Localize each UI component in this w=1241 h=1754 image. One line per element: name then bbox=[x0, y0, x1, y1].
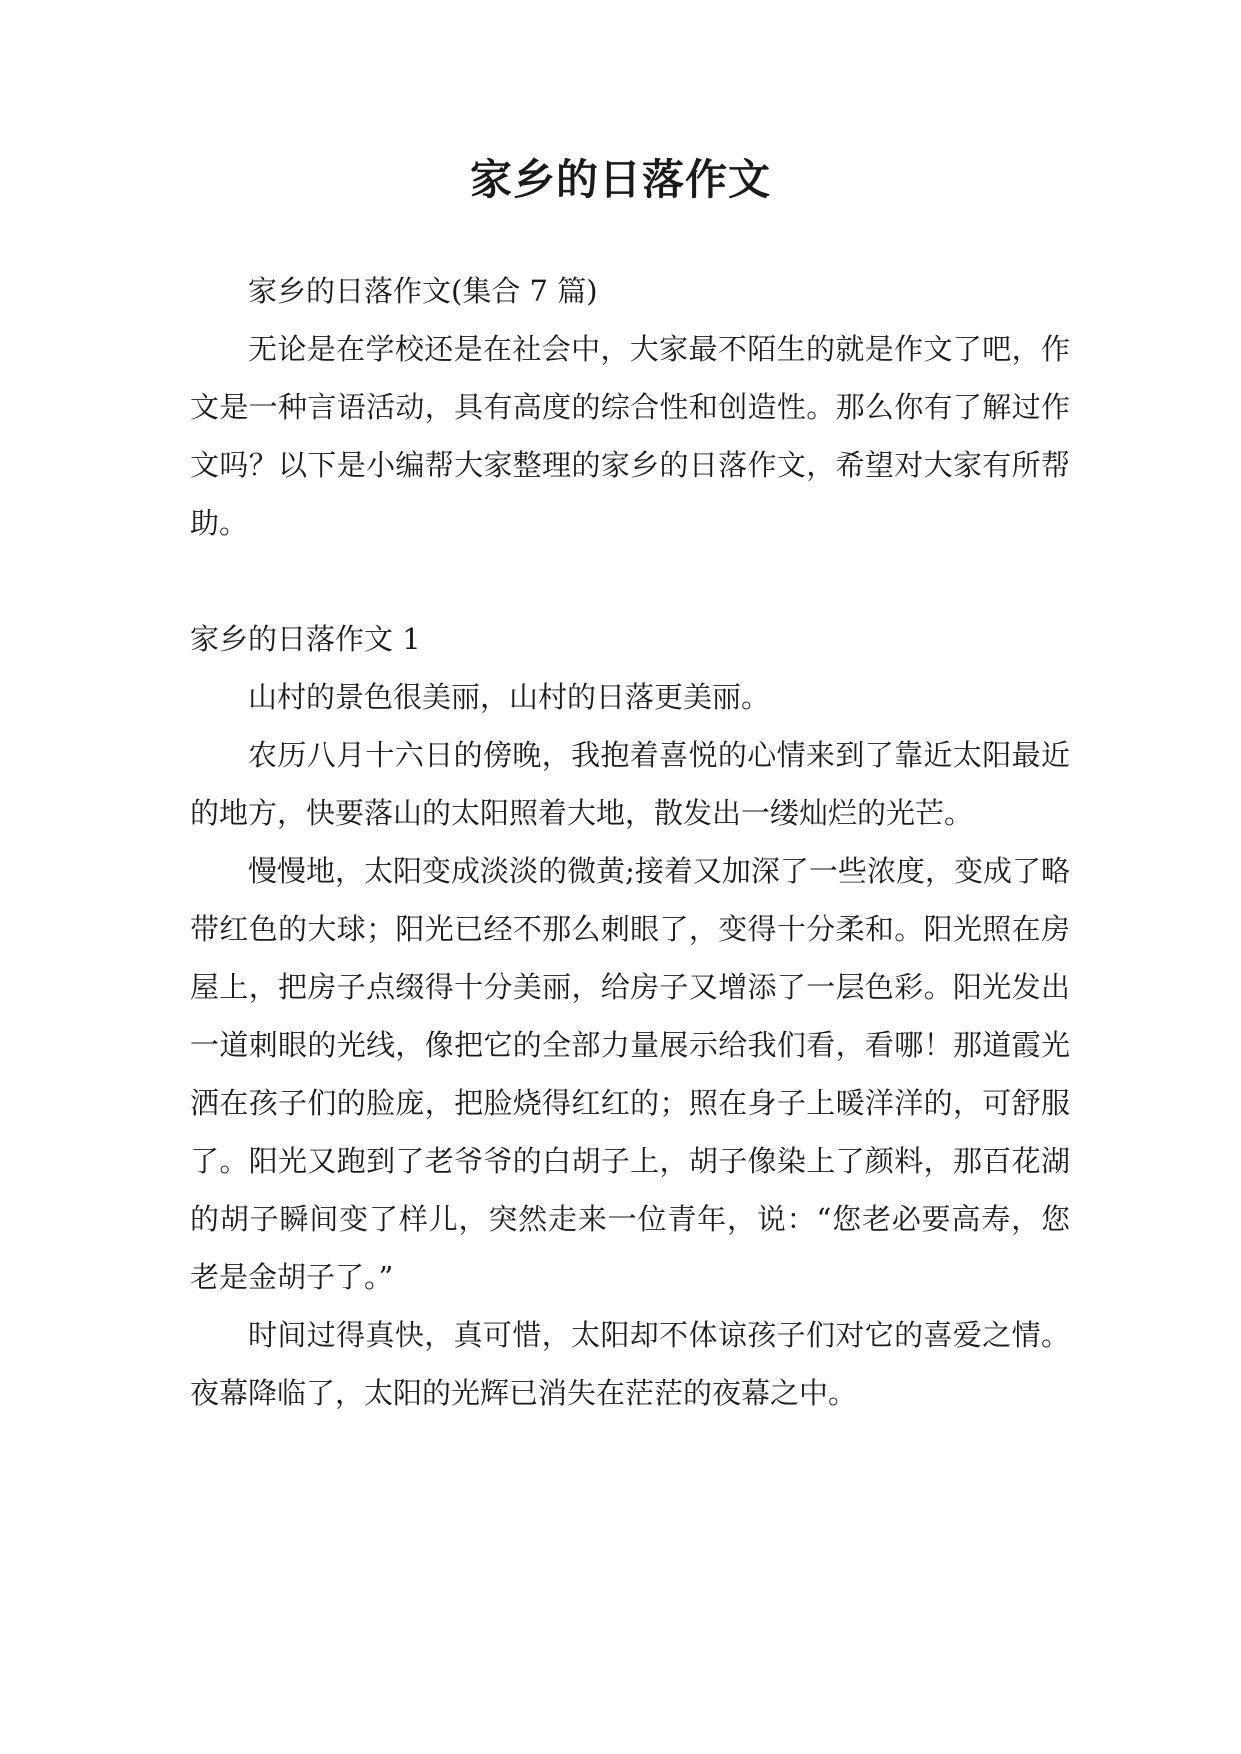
section-gap bbox=[190, 552, 1070, 610]
paragraph: 农历八月十六日的傍晚，我抱着喜悦的心情来到了靠近太阳最近的地方，快要落山的太阳照着大地，散发出一缕灿烂的光芒。 bbox=[190, 738, 1070, 830]
intro-paragraph: 无论是在学校还是在社会中，大家最不陌生的就是作文了吧，作文是一种言语活动，具有高度的综合性和创造性。那么你有了解过作文吗？以下是小编帮大家整理的家乡的日落作文，希望对大家有所帮助。 bbox=[190, 332, 1070, 540]
paragraph: 慢慢地，太阳变成淡淡的微黄;接着又加深了一些浓度，变成了略带红色的大球；阳光已经不那么刺眼了，变得十分柔和。阳光照在房屋上，把房子点缀得十分美丽，给房子又增添了一层色彩。阳光发出一道刺眼的光线，像把它的全部力量展示给我们看，看哪！那道霞光洒在孩子们的脸庞，把脸烧得红红的；照在身子上暖洋洋的，可舒服了。阳光又跑到了老爷爷的白胡子上，胡子像染上了颜料，那百花湖的胡子瞬间变了样儿，突然走来一位青年，说：“您老必要高寿，您老是金胡子了。” bbox=[190, 854, 1070, 1294]
paragraph: 时间过得真快，真可惜，太阳却不体谅孩子们对它的喜爱之情。夜幕降临了，太阳的光辉已消失在茫茫的夜幕之中。 bbox=[190, 1318, 1070, 1410]
document-title: 家乡的日落作文 bbox=[469, 155, 771, 204]
paragraph: 山村的景色很美丽，山村的日落更美丽。 bbox=[248, 680, 771, 714]
document-body bbox=[190, 262, 1070, 1422]
collection-subtitle: 家乡的日落作文(集合 7 篇) bbox=[248, 274, 598, 308]
section-heading: 家乡的日落作文 1 bbox=[190, 622, 421, 656]
